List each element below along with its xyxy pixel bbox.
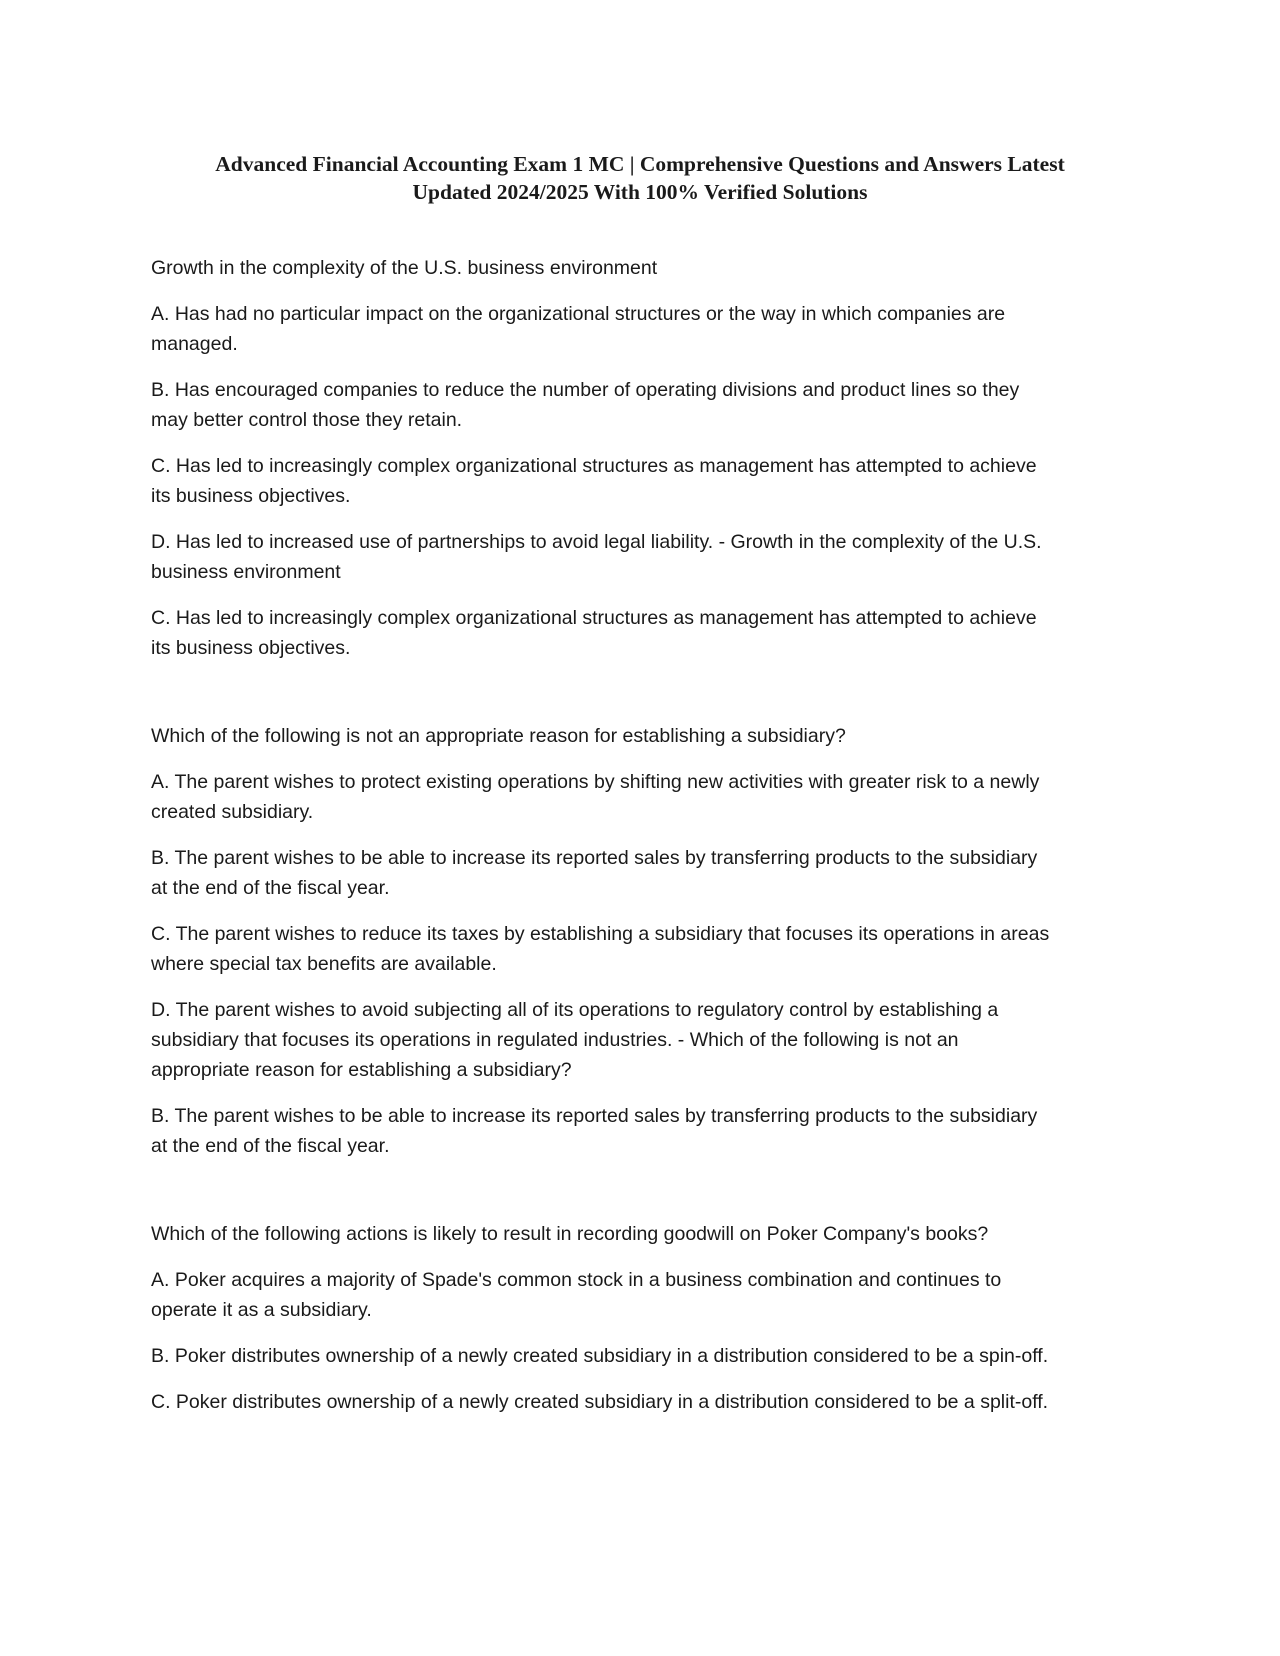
title-line-2: Updated 2024/2025 With 100% Verified Solutions <box>412 180 868 204</box>
option-b: B. Poker distributes ownership of a newly created subsidiary in a distribution considered to be a spin-off. <box>151 1345 1049 1367</box>
option-d: D. The parent wishes to avoid subjecting all of its operations to regulatory control by establishing a subsidiary that focuses its operations in regulated industries. - Which of the following is not an appropriate reason for establishing a subsidiary? <box>151 999 999 1081</box>
question-stem: Which of the following actions is likely to result in recording goodwill on Poker Company's books? <box>151 1223 989 1245</box>
document-title <box>150 150 1130 206</box>
answer: C. Has led to increasingly complex organizational structures as management has attempted to achieve its business objectives. <box>151 607 1037 659</box>
option-c: C. Has led to increasingly complex organizational structures as management has attempted to achieve its business objectives. <box>151 455 1037 507</box>
option-c: C. Poker distributes ownership of a newly created subsidiary in a distribution considered to be a split-off. <box>151 1391 1049 1413</box>
option-b: B. Has encouraged companies to reduce the number of operating divisions and product lines so they may better control those they retain. <box>151 379 1020 431</box>
option-a: A. The parent wishes to protect existing operations by shifting new activities with greater risk to a newly created subsidiary. <box>151 771 1040 823</box>
document-body <box>151 253 1141 1417</box>
answer: B. The parent wishes to be able to increase its reported sales by transferring products to the subsidiary at the end of the fiscal year. <box>151 1105 1038 1157</box>
question-block-2 <box>151 721 1141 1161</box>
question-block-3 <box>151 1219 1141 1417</box>
title-line-1: Advanced Financial Accounting Exam 1 MC | Comprehensive Questions and Answers Latest <box>215 152 1065 176</box>
option-c: C. The parent wishes to reduce its taxes by establishing a subsidiary that focuses its operations in areas where special tax benefits are available. <box>151 923 1050 975</box>
option-b: B. The parent wishes to be able to increase its reported sales by transferring products to the subsidiary at the end of the fiscal year. <box>151 847 1038 899</box>
option-a: A. Poker acquires a majority of Spade's common stock in a business combination and continues to operate it as a subsidiary. <box>151 1269 1002 1321</box>
option-d: D. Has led to increased use of partnerships to avoid legal liability. - Growth in the complexity of the U.S. business environment <box>151 531 1042 583</box>
option-a: A. Has had no particular impact on the organizational structures or the way in which companies are managed. <box>151 303 1006 355</box>
question-stem: Which of the following is not an appropriate reason for establishing a subsidiary? <box>151 725 846 747</box>
question-stem: Growth in the complexity of the U.S. business environment <box>151 257 658 279</box>
question-block-1 <box>151 253 1141 663</box>
